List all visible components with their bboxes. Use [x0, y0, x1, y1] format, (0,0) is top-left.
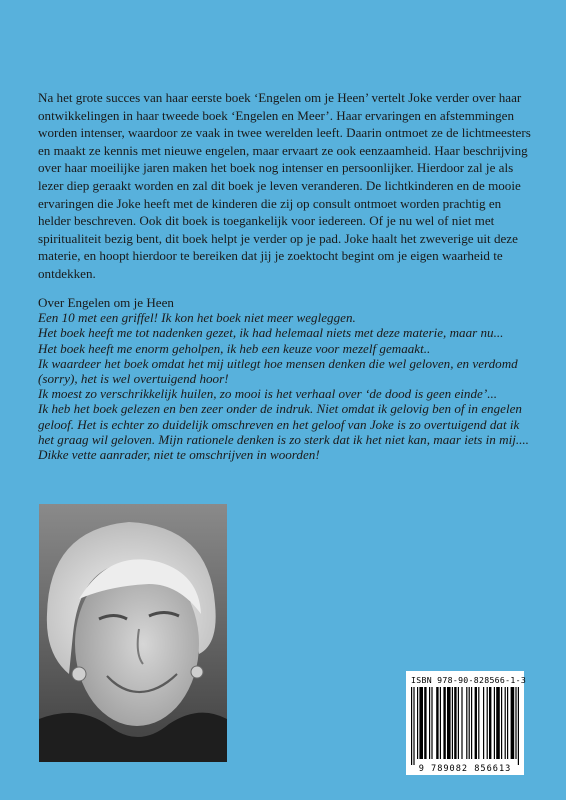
author-photo: [39, 504, 227, 762]
barcode-bar: [511, 687, 515, 759]
isbn-barcode: [406, 671, 527, 775]
barcode-bar: [501, 687, 502, 759]
barcode-bar: [440, 687, 441, 759]
review-quote: Een 10 met een griffel! Ik kon het boek niet meer wegleggen.: [38, 310, 356, 326]
barcode-bar: [489, 687, 491, 759]
barcode-bar: [413, 687, 414, 765]
barcode-bar: [458, 687, 459, 759]
barcode-bar: [478, 687, 479, 759]
barcode-bar: [417, 687, 418, 759]
barcode-bar: [436, 687, 438, 759]
barcode-bar: [424, 687, 426, 759]
review-quote: Dikke vette aanrader, niet te omschrijven in woorden!: [38, 447, 320, 463]
barcode-bar: [505, 687, 506, 759]
barcode-bar: [431, 687, 432, 759]
author-portrait-image: [39, 504, 227, 762]
barcode-bar: [452, 687, 453, 759]
reviews-section: [38, 295, 533, 462]
barcode-bar: [515, 687, 516, 759]
blurb-text: Na het grote succes van haar eerste boek ‘Engelen om je Heen’ vertelt Joke verder over haar ontwikkelingen in haar tweede boek ‘Engelen en Meer’. Haar ervaringen en afstemmingen worden intenser, waardoor ze vaak in twee werelden leeft. Daarin ontmoet ze de lichtmeesters en maakt ze kennis met nieuwe engelen, maar ervaart ze ook eenzaamheid. Haar beschrijving over haar moeilijke jaren maken het boek nog intenser en persoonlijker. Hierdoor zal je als lezer diep geraakt worden en zal dit boek je leven veranderen. De lichtkinderen en de mooie ervaringen die Joke heeft met de kinderen die zij op consult ontmoet worden prachtig en helder beschreven. Ook dit boek is toegankelijk voor iedereen. Of je nu wel of niet met spiritualiteit bezig bent, dit boek helpt je verder op je pad. Joke haalt het zweverige uit deze materie, en hoopt hierdoor te bereiken dat jij je zoektocht begint om je eigen waarheid te ontdekken.: [38, 90, 531, 281]
barcode-bars: [411, 687, 519, 765]
barcode-bar: [461, 687, 462, 759]
barcode-bar: [443, 687, 445, 759]
review-quote: Het boek heeft me tot nadenken gezet, ik had helemaal niets met deze materie, maar nu...: [38, 325, 504, 341]
review-quote: Ik waardeer het boek omdat het mij uitlegt hoe mensen denken die wel geloven, en verdomd (sorry), het is wel overtuigend hoor!: [38, 355, 518, 387]
barcode-bar: [518, 687, 519, 765]
barcode-bar: [466, 687, 467, 759]
isbn-label: ISBN 978-90-828566-1-3: [411, 675, 527, 685]
barcode-bar: [471, 687, 472, 759]
barcode-bar: [454, 687, 456, 759]
barcode-bar: [411, 687, 412, 765]
barcode-bar: [469, 687, 470, 759]
barcode-bar: [447, 687, 451, 759]
barcode-bar: [496, 687, 500, 759]
barcode-bar: [494, 687, 495, 759]
reviews-heading: Over Engelen om je Heen: [38, 295, 174, 310]
barcode-bar: [507, 687, 508, 759]
barcode-bar: [429, 687, 430, 759]
review-quote: Ik moest zo verschrikkelijk huilen, zo mooi is het verhaal over ‘de dood is geen einde’...: [38, 386, 498, 402]
review-quote: Ik heb het boek gelezen en ben zeer onder de indruk. Niet omdat ik gelovig ben of in engelen geloof. Het is echter zo duidelijk omschreven en het geloof van Joke is zo overtuigend dat ik het graag wil geloven. Mijn rationele denken is zo sterk dat ik het niet kan, maar iets in mij....: [38, 401, 529, 447]
barcode-bar: [419, 687, 423, 759]
barcode-bar: [487, 687, 488, 759]
ean-digits: 9 789082 856613: [418, 764, 512, 774]
review-quote: Het boek heeft me enorm geholpen, ik heb een keuze voor mezelf gemaakt..: [38, 340, 431, 356]
barcode-bar: [475, 687, 477, 759]
barcode-bar: [483, 687, 484, 759]
